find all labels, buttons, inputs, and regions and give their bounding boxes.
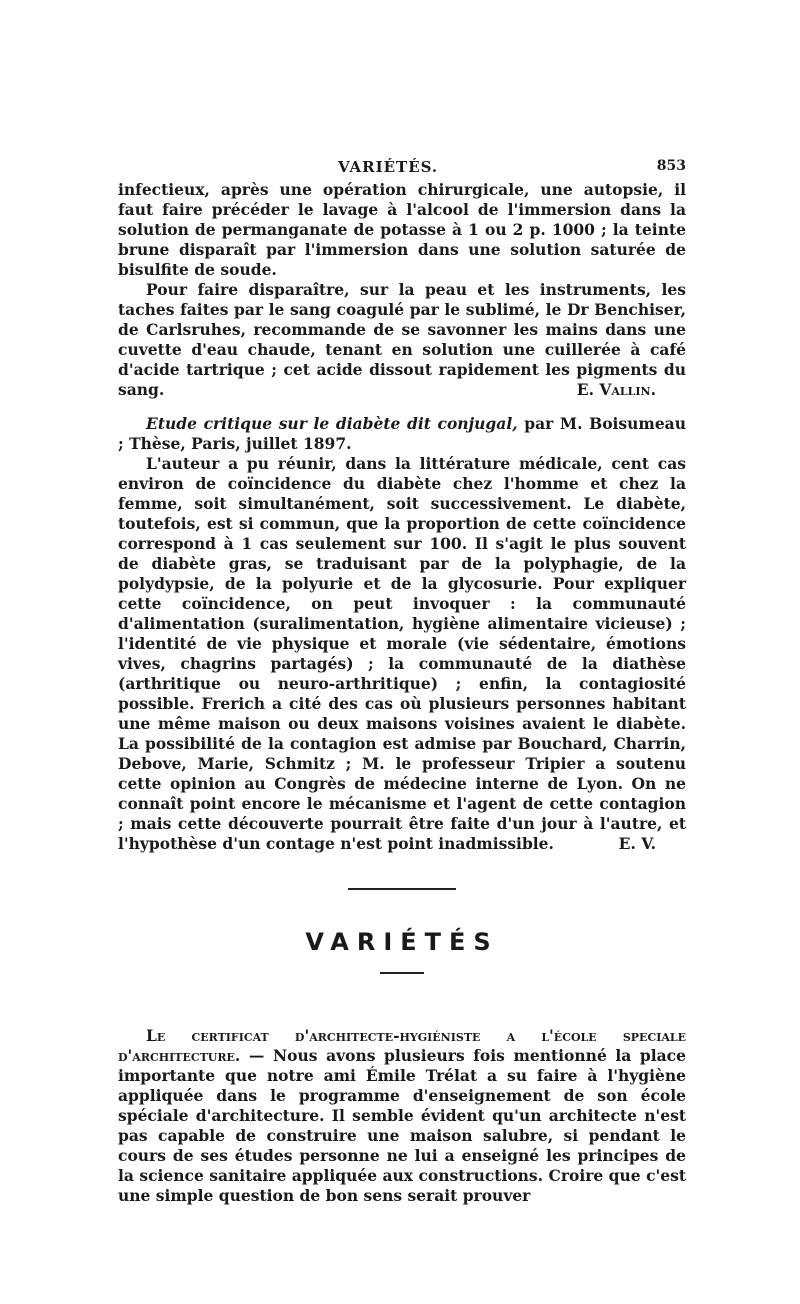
article-certificat xyxy=(118,1026,686,1206)
paragraph-stain-removal xyxy=(118,280,686,400)
page-number: 853 xyxy=(656,158,686,174)
review-author-info: par M. Boisumeau ; Thèse, Paris, juillet 1897. xyxy=(118,414,686,453)
article-text: — Nous avons plusieurs fois mentionné la place importante que notre ami Émile Trélat a su faire à l'hygiène appliquée dans le programme d'enseignement de son école spéciale d'architecture. Il semble évident qu'un architecte n'est pas capable de construire une maison salubre, si pendant le cours de ses études personne ne lui a enseigné les principes de la science sanitaire appliquée aux constructions. Croire que c'est une simple question de bon sens serait prouver xyxy=(118,1046,686,1205)
paragraph-continuation: infectieux, après une opération chirurgicale, une autopsie, il faut faire précéder le lavage à l'alcool de l'immersion dans la solution de permanganate de potasse à 1 ou 2 p. 1000 ; la teinte brune disparaît par l'immersion dans une solution saturée de bisulfite de soude. xyxy=(118,180,686,279)
review-text: L'auteur a pu réunir, dans la littérature médicale, cent cas environ de coïncidence du diabète chez l'homme et chez la femme, soit simultanément, soit successivement. Le diabète, toutefois, est si commun, que la proportion de cette coïncidence correspond à 1 cas seulement sur 100. Il s'agit le plus souvent de diabète gras, se traduisant par de la polyphagie, de la polydypsie, de la polyurie et de la glycosurie. Pour expliquer cette coïncidence, on peut invoquer : la communauté d'alimentation (suralimentation, hygiène alimentaire vicieuse) ; l'identité de vie physique et morale (vie sédentaire, émotions vives, chagrins partagés) ; la communauté de la diathèse (arthritique ou neuro-arthritique) ; enfin, la contagiosité possible. Frerich a cité des cas où plusieurs personnes habitant une même maison ou deux maisons voisines avaient le diabète. La possibilité de la contagion est admise par Bouchard, Charrin, Debove, Marie, Schmitz ; M. le professeur Tripier a soutenu cette opinion au Congrès de médecine interne de Lyon. On ne connaît point encore le mécanisme et l'agent de cette contagion ; mais cette découverte pourrait être faite d'un jour à l'autre, et l'hypothèse d'un contage n'est point inadmissible. xyxy=(118,454,686,853)
review-body xyxy=(118,454,686,854)
separator-rule xyxy=(348,888,456,890)
page xyxy=(118,150,686,1206)
review-heading xyxy=(118,414,686,454)
section-heading: VARIÉTÉS xyxy=(305,928,499,956)
running-head xyxy=(118,150,686,180)
signature-ev: E. V. xyxy=(618,834,656,853)
signature-vallin: E. Vallin. xyxy=(576,380,656,399)
paragraph-text: Pour faire disparaître, sur la peau et les instruments, les taches faites par le sang coagulé par le sublimé, le Dr Benchiser, de Carlsruhes, recommande de se savonner les mains dans une cuvette d'eau chaude, tenant en solution une cuillerée à café d'acide tartrique ; cet acide dissout rapidement les pigments du sang. xyxy=(118,280,686,399)
article-lead: Le certificat d'architecte-hygiéniste a l'école speciale d'architecture. xyxy=(118,1026,686,1065)
running-title: VARIÉTÉS. xyxy=(338,158,439,176)
review-title: Etude critique sur le diabète dit conjugal, xyxy=(146,414,518,433)
